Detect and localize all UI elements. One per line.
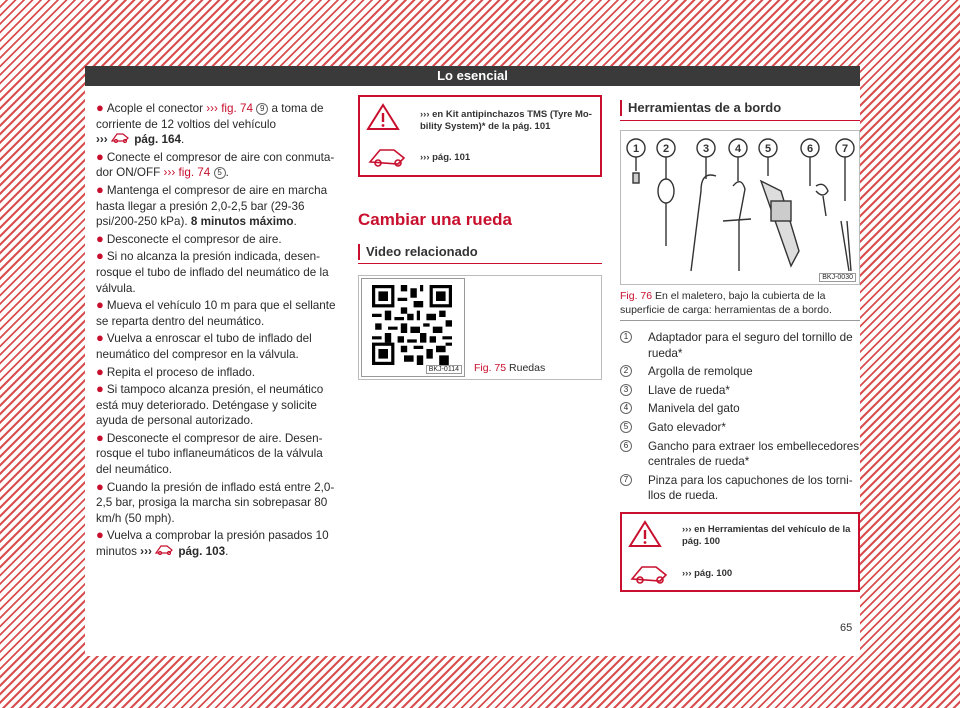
manual-book-icon	[628, 561, 672, 585]
list-item: ● Desconecte el compresor de aire.	[96, 230, 282, 246]
instructions-column	[96, 100, 340, 561]
list-item: 3 Llave de rueda*	[620, 383, 860, 399]
bullet-icon: ●	[96, 363, 104, 379]
book-icon	[111, 133, 131, 146]
warning-box	[358, 95, 602, 177]
subsection-heading: Herramientas de a bordo	[620, 100, 860, 116]
bullet-icon: ●	[96, 230, 104, 246]
manual-book-icon	[366, 144, 410, 168]
bullet-icon: ●	[96, 429, 104, 445]
bullet-icon: ●	[96, 100, 104, 115]
bullet-icon: ●	[96, 181, 104, 197]
bullet-icon: ●	[96, 527, 104, 543]
tool-number: 5	[764, 143, 772, 155]
figure-link[interactable]: ››› fig. 74	[163, 166, 211, 180]
tool-number: 2	[662, 143, 670, 155]
list-number: 2	[620, 365, 632, 377]
image-code: BKJ-0030	[819, 273, 856, 282]
tool-number: 6	[806, 143, 814, 155]
tool-number: 7	[841, 143, 849, 155]
section-title: Cambiar una rueda	[358, 210, 512, 229]
list-number: 1	[620, 331, 632, 343]
page-reference[interactable]: ››› pág. 101	[420, 152, 471, 163]
page-link[interactable]: pág. 103	[178, 545, 226, 559]
bullet-icon: ●	[96, 248, 104, 264]
qr-code-icon[interactable]	[372, 285, 452, 365]
list-item: ● Mantenga el compresor de aire en marcha hasta llegar a presión 2,0-2,5 bar (29-36 psi/200-250 kPa). 8 minutos máximo.	[96, 181, 328, 229]
list-item: ● Repita el proceso de inflado.	[96, 363, 255, 379]
list-number: 5	[620, 421, 632, 433]
list-number: 4	[620, 402, 632, 414]
warning-reference[interactable]: ››› en Kit antipinchazos TMS (Tyre Mobility System)* de la pág. 101	[420, 109, 592, 132]
list-item: 7 Pinza para los capuchones de los tornillos de rueda.	[620, 473, 860, 504]
image-code: BKJ-0114	[426, 365, 462, 374]
qr-frame	[361, 278, 465, 377]
tool-number: 4	[734, 143, 742, 155]
list-item: ● Vuelva a enroscar el tubo de inflado del neumático del compresor en la válvula.	[96, 330, 312, 361]
tools-list	[620, 330, 860, 507]
callout-number: 5	[214, 167, 226, 179]
page-header: Lo esencial	[85, 66, 860, 86]
divider	[620, 120, 860, 121]
divider	[620, 320, 860, 321]
list-item: 1 Adaptador para el seguro del tornillo de rueda*	[620, 330, 860, 361]
bullet-icon: ●	[96, 148, 104, 164]
subsection-heading: Video relacionado	[358, 244, 602, 260]
list-item: ● Mueva el vehículo 10 m para que el sellante se reparta dentro del neumático.	[96, 297, 336, 328]
page-reference[interactable]: ››› pág. 100	[682, 568, 733, 579]
list-item: ● Desconecte el compresor de aire. Desenrosque el tubo inflaneumáticos de la válvula del neumático.	[96, 429, 323, 477]
warning-triangle-icon	[628, 520, 662, 548]
warning-box	[620, 512, 860, 592]
figure-caption: Fig. 75 Ruedas	[474, 362, 546, 374]
warning-reference[interactable]: ››› en Herramientas del vehículo de la pág. 100	[682, 524, 851, 547]
list-item: 2 Argolla de remolque	[620, 364, 860, 380]
list-item: ● Conecte el compresor de aire con conmutador ON/OFF ››› fig. 74 5 .	[96, 148, 335, 180]
list-number: 6	[620, 440, 632, 452]
list-item: 6 Gancho para extraer los embellecedores centrales de rueda*	[620, 439, 860, 470]
figure-75	[358, 275, 602, 380]
list-item: ● Vuelva a comprobar la presión pasados 10 minutos ››› pág. 103.	[96, 527, 329, 559]
divider	[358, 263, 602, 264]
warning-triangle-icon	[366, 103, 400, 131]
callout-number: 9	[256, 103, 268, 115]
book-icon	[155, 545, 175, 558]
list-number: 7	[620, 474, 632, 486]
list-item: 5 Gato elevador*	[620, 420, 860, 436]
tool-number: 1	[632, 143, 640, 155]
list-item: ● Acople el conector ››› fig. 74 9 a toma de corriente de 12 voltios del vehículo ››› pág. 164.	[96, 100, 324, 147]
list-item: ● Si no alcanza la presión indicada, desenrosque el tubo de inflado del neumático de la válvula.	[96, 248, 329, 295]
bullet-icon: ●	[96, 297, 104, 313]
bullet-icon: ●	[96, 330, 104, 346]
figure-link[interactable]: ››› fig. 74	[206, 102, 254, 115]
figure-76	[620, 130, 860, 285]
list-item: 4 Manivela del gato	[620, 401, 860, 417]
tools-illustration	[621, 131, 859, 284]
page-link[interactable]: pág. 164	[134, 133, 181, 147]
tool-number: 3	[702, 143, 710, 155]
list-number: 3	[620, 384, 632, 396]
page-number: 65	[840, 622, 853, 634]
bullet-icon: ●	[96, 381, 104, 397]
bullet-icon: ●	[96, 478, 104, 494]
list-item: ● Cuando la presión de inflado está entre 2,0-2,5 bar, prosiga la marcha sin sobrepasar 80 km/h (50 mph).	[96, 478, 335, 525]
figure-caption: Fig. 76 En el maletero, bajo la cubierta de la superficie de carga: herramientas de a bordo.	[620, 290, 832, 316]
list-item: ● Si tampoco alcanza presión, el neumático está muy deteriorado. Deténgase y solicite ayuda de personal autorizado.	[96, 381, 324, 428]
